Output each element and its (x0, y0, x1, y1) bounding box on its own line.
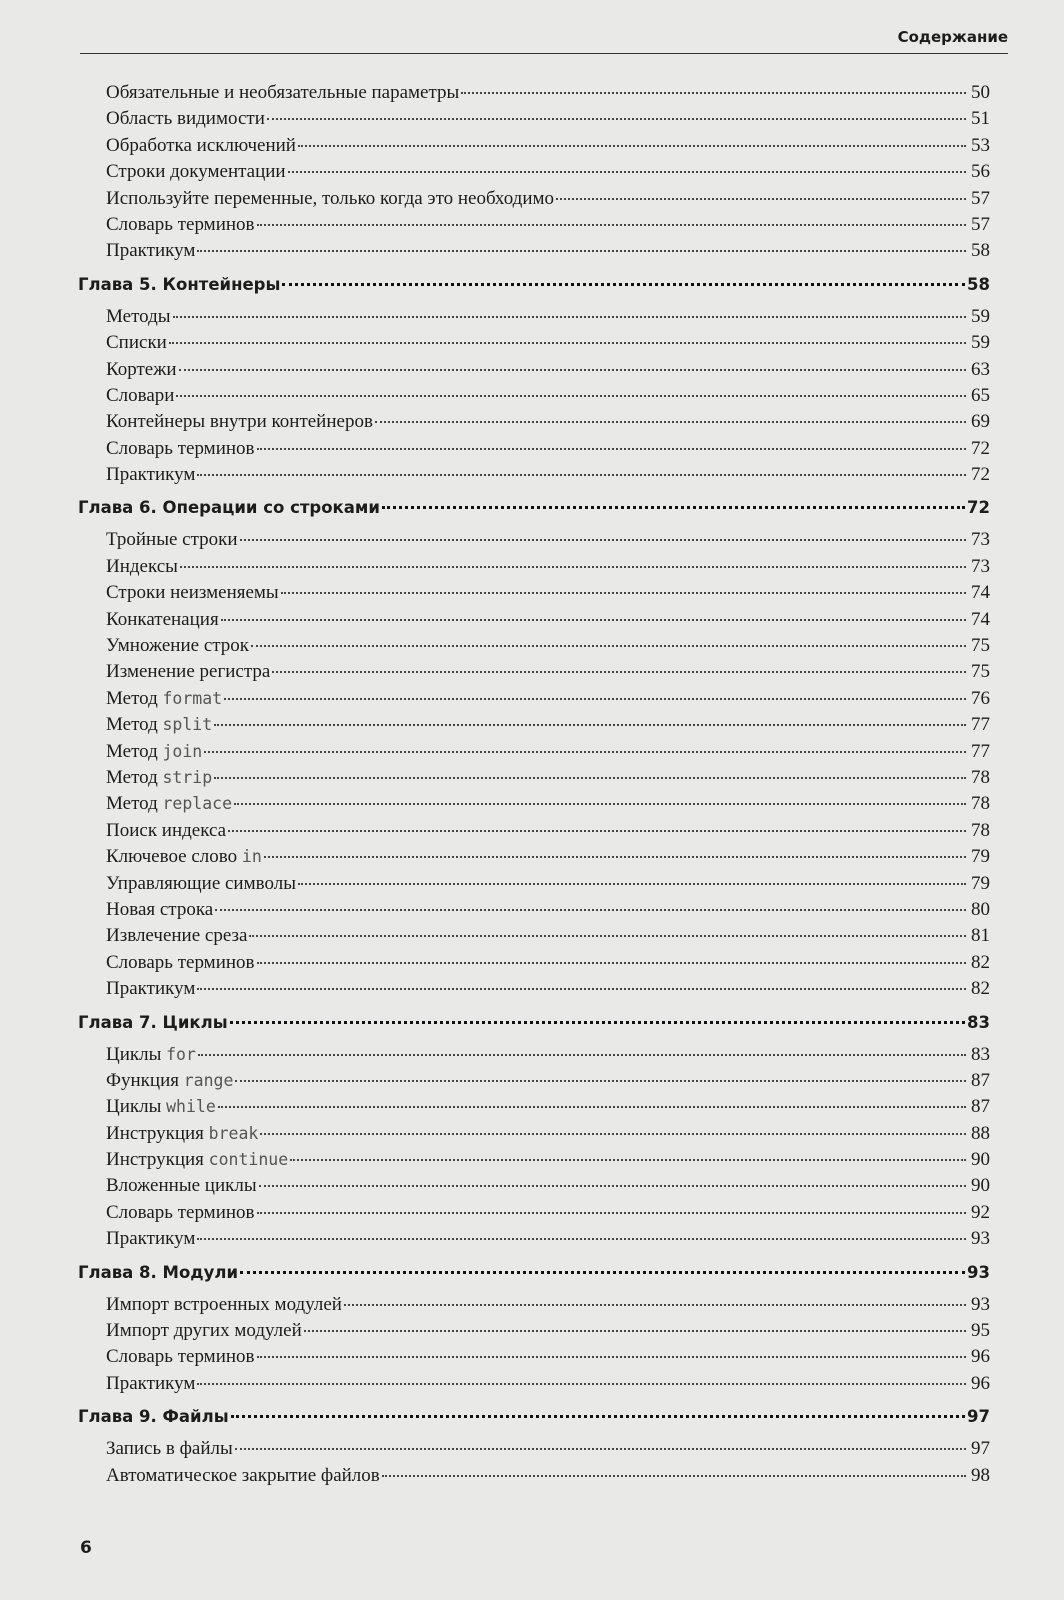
dot-leader (179, 369, 966, 371)
toc-section-entry (78, 383, 990, 409)
toc-entry-title (106, 607, 219, 633)
toc-section-entry (78, 212, 990, 238)
toc-entry-page-number: 83 (967, 1012, 990, 1032)
toc-entry-page-number: 93 (971, 1293, 990, 1315)
dot-leader (197, 474, 966, 476)
toc-entry-title (106, 330, 167, 356)
toc-entry-title-text: Строки документации (106, 161, 286, 183)
toc-section-entry (78, 659, 990, 685)
toc-entry-page-number: 82 (971, 978, 990, 1000)
toc-entry-title-text: Глава 5. Контейнеры (78, 274, 281, 294)
toc-entry-title (106, 106, 265, 132)
dot-leader (197, 1238, 966, 1240)
toc-entry-title (106, 1463, 380, 1489)
dot-leader (251, 645, 966, 647)
dot-leader (180, 566, 966, 568)
toc-entry-page-number: 57 (971, 213, 990, 235)
toc-entry-title-text: Обработка исключений (106, 134, 296, 156)
dot-leader (198, 1054, 966, 1056)
dot-leader (214, 777, 966, 779)
toc-entry-page-number: 72 (971, 437, 990, 459)
toc-entry-title (106, 633, 249, 659)
toc-entry-title (106, 897, 213, 923)
toc-section-entry (78, 791, 990, 817)
toc-entry-page-number: 59 (971, 305, 990, 327)
toc-entry-title-text: Метод (106, 687, 158, 709)
toc-entry-title (106, 580, 279, 606)
dot-leader (169, 342, 966, 344)
dot-leader (228, 830, 966, 832)
toc-entry-title-text: Словарь терминов (106, 437, 255, 459)
toc-entry-title (106, 1226, 195, 1252)
toc-section-entry (78, 712, 990, 738)
dot-leader (288, 171, 966, 173)
dot-leader (204, 751, 966, 753)
dot-leader (215, 909, 966, 911)
toc-entry-page-number: 53 (971, 134, 990, 156)
toc-entry-title (106, 1042, 196, 1068)
toc-section-entry (78, 1147, 990, 1173)
toc-entry-title-text: Практикум (106, 240, 196, 262)
toc-entry-title-text: Метод (106, 766, 158, 788)
toc-entry-code-term: continue (208, 1150, 289, 1170)
toc-entry-title (106, 923, 247, 949)
toc-entry-code-term: split (162, 715, 213, 735)
toc-entry-page-number: 88 (971, 1122, 990, 1144)
dot-leader (197, 250, 966, 252)
toc-section-entry (78, 186, 990, 212)
toc-entry-title-text: Автоматическое закрытие файлов (106, 1464, 380, 1486)
toc-section-entry (78, 1200, 990, 1226)
toc-entry-title-text: Методы (106, 305, 171, 327)
toc-section-entry (78, 871, 990, 897)
dot-leader (461, 92, 966, 94)
toc-entry-page-number: 72 (967, 498, 990, 518)
dot-leader (176, 395, 966, 397)
toc-entry-title-text: Обязательные и необязательные параметры (106, 82, 460, 103)
toc-section-entry (78, 133, 990, 159)
running-header-title: Содержание (897, 28, 1008, 46)
dot-leader (344, 1304, 966, 1306)
toc-entry-code-term: for (166, 1044, 196, 1064)
dot-leader (224, 698, 966, 700)
toc-entry-title (106, 791, 232, 817)
toc-section-entry (78, 409, 990, 435)
toc-section-entry (78, 1463, 990, 1489)
toc-entry-title-text: Область видимости (106, 108, 265, 130)
dot-leader (173, 316, 966, 318)
toc-entry-title-text: Глава 8. Модули (78, 1262, 239, 1282)
dot-leader (298, 145, 966, 147)
toc-section-entry (78, 304, 990, 330)
toc-entry-title-text: Метод (106, 793, 158, 815)
toc-entry-title-text: Вложенные циклы (106, 1175, 257, 1197)
dot-leader (234, 803, 966, 805)
toc-section-entry (78, 80, 990, 106)
toc-entry-code-term: in (241, 847, 262, 867)
toc-section-entry (78, 1068, 990, 1094)
toc-chapter-entry (78, 1400, 990, 1434)
toc-entry-page-number: 77 (971, 740, 990, 762)
toc-section-entry (78, 950, 990, 976)
running-header (80, 28, 1008, 54)
toc-entry-title (106, 1200, 255, 1226)
toc-entry-page-number: 96 (971, 1372, 990, 1394)
toc-entry-title (106, 950, 255, 976)
dot-leader (235, 1448, 966, 1450)
toc-entry-page-number: 75 (971, 661, 990, 683)
toc-entry-title-text: Практикум (106, 978, 196, 1000)
toc-chapter-entry (78, 491, 990, 525)
toc-entry-page-number: 78 (971, 793, 990, 815)
toc-entry-page-number: 78 (971, 766, 990, 788)
toc-entry-title (106, 409, 373, 435)
toc-entry-page-number: 73 (971, 529, 990, 551)
toc-entry-title (106, 871, 296, 897)
dot-leader (281, 592, 966, 594)
toc-section-entry (78, 923, 990, 949)
toc-section-entry (78, 527, 990, 553)
toc-entry-title (78, 1256, 238, 1290)
toc-entry-title (106, 1344, 255, 1370)
toc-section-entry (78, 818, 990, 844)
toc-entry-title-text: Циклы (106, 1096, 162, 1118)
toc-section-entry (78, 580, 990, 606)
toc-entry-page-number: 92 (971, 1201, 990, 1223)
dot-leader (257, 224, 966, 226)
toc-entry-page-number: 90 (971, 1175, 990, 1197)
toc-entry-title (78, 491, 380, 525)
toc-entry-code-term: break (208, 1123, 259, 1143)
toc-entry-title-text: Словарь терминов (106, 213, 255, 235)
toc-section-entry (78, 1318, 990, 1344)
dot-leader (235, 1080, 966, 1082)
toc-entry-page-number: 58 (971, 240, 990, 262)
toc-section-entry (78, 686, 990, 712)
toc-entry-title (106, 304, 171, 330)
toc-entry-title-text: Запись в файлы (106, 1438, 233, 1460)
toc-section-entry (78, 1121, 990, 1147)
toc-section-entry (78, 1371, 990, 1397)
toc-entry-title-text: Циклы (106, 1043, 162, 1065)
toc-entry-title-text: Импорт встроенных модулей (106, 1293, 342, 1315)
toc-entry-title-text: Словари (106, 384, 175, 406)
toc-entry-title-text: Глава 6. Операции со строками (78, 498, 380, 518)
dot-leader (197, 988, 966, 990)
toc-entry-page-number: 50 (971, 82, 990, 103)
toc-entry-page-number: 56 (971, 161, 990, 183)
toc-entry-title (106, 1068, 233, 1094)
toc-chapter-entry (78, 1006, 990, 1040)
toc-entry-page-number: 74 (971, 582, 990, 604)
toc-entry-title (106, 1121, 258, 1147)
dot-leader (304, 1330, 966, 1332)
toc-entry-title-text: Списки (106, 332, 167, 354)
toc-entry-title (106, 976, 195, 1002)
toc-entry-title-text: Индексы (106, 555, 178, 577)
toc-entry-title-text: Ключевое слово (106, 846, 238, 868)
toc-section-entry (78, 1042, 990, 1068)
toc-entry-title (106, 844, 262, 870)
dot-leader (257, 1212, 966, 1214)
toc-entry-title (106, 1173, 257, 1199)
toc-entry-code-term: strip (162, 767, 213, 787)
dot-leader (218, 1106, 966, 1108)
dot-leader (298, 883, 966, 885)
toc-entry-title (106, 686, 222, 712)
toc-entry-page-number: 58 (967, 274, 990, 294)
toc-entry-page-number: 78 (971, 819, 990, 841)
toc-entry-page-number: 87 (971, 1069, 990, 1091)
toc-entry-title-text: Словарь терминов (106, 1346, 255, 1368)
dot-leader (257, 1356, 966, 1358)
toc-entry-code-term: join (162, 741, 203, 761)
toc-entry-page-number: 97 (971, 1438, 990, 1460)
toc-entry-title (78, 268, 280, 302)
toc-entry-page-number: 87 (971, 1096, 990, 1118)
toc-entry-page-number: 77 (971, 714, 990, 736)
toc-section-entry (78, 462, 990, 488)
dot-leader (382, 506, 965, 509)
toc-entry-title (106, 133, 296, 159)
toc-entry-title (106, 1292, 342, 1318)
toc-entry-page-number: 82 (971, 951, 990, 973)
toc-entry-page-number: 96 (971, 1346, 990, 1368)
toc-entry-page-number: 93 (971, 1228, 990, 1250)
dot-leader (272, 671, 966, 673)
dot-leader (214, 724, 966, 726)
toc-section-entry (78, 1344, 990, 1370)
toc-section-entry (78, 106, 990, 132)
toc-entry-title-text: Конкатенация (106, 608, 219, 630)
toc-entry-title (106, 383, 174, 409)
toc-section-entry (78, 1226, 990, 1252)
dot-leader (259, 1185, 966, 1187)
toc-entry-page-number: 97 (967, 1407, 990, 1427)
toc-entry-title-text: Глава 9. Файлы (78, 1407, 229, 1427)
toc-entry-title (106, 1147, 288, 1173)
toc-entry-title-text: Умножение строк (106, 635, 250, 657)
toc-section-entry (78, 1436, 990, 1462)
dot-leader (230, 1021, 965, 1024)
toc-entry-title (106, 554, 178, 580)
toc-entry-title-text: Функция (106, 1069, 179, 1091)
toc-section-entry (78, 1173, 990, 1199)
toc-section-entry (78, 1094, 990, 1120)
toc-section-entry (78, 238, 990, 264)
toc-entry-page-number: 83 (971, 1043, 990, 1065)
toc-entry-title-text: Словарь терминов (106, 1201, 255, 1223)
toc-entry-page-number: 98 (971, 1464, 990, 1486)
toc-section-entry (78, 607, 990, 633)
toc-entry-title (106, 659, 270, 685)
toc-section-entry (78, 554, 990, 580)
toc-section-entry (78, 739, 990, 765)
toc-entry-title-text: Инструкция (106, 1122, 204, 1144)
toc-entry-title (106, 186, 554, 212)
toc-entry-code-term: while (166, 1097, 216, 1117)
toc-entry-page-number: 95 (971, 1320, 990, 1342)
dot-leader (240, 539, 966, 541)
dot-leader (260, 1133, 966, 1135)
dot-leader (375, 421, 966, 423)
toc-chapter-entry (78, 268, 990, 302)
header-rule (80, 53, 1008, 54)
toc-chapter-entry (78, 1256, 990, 1290)
toc-entry-title-text: Изменение регистра (106, 661, 271, 683)
toc-entry-page-number: 72 (971, 464, 990, 486)
toc-entry-title-text: Извлечение среза (106, 925, 248, 947)
toc-entry-page-number: 65 (971, 384, 990, 406)
toc-entry-title (106, 527, 238, 553)
toc-entry-code-term: range (183, 1070, 234, 1090)
toc-entry-title-text: Инструкция (106, 1149, 204, 1171)
dot-leader (249, 935, 966, 937)
toc-section-entry (78, 357, 990, 383)
toc-entry-title (106, 818, 226, 844)
toc-entry-title-text: Словарь терминов (106, 951, 255, 973)
dot-leader (382, 1475, 966, 1477)
toc-section-entry (78, 1292, 990, 1318)
dot-leader (282, 283, 965, 286)
toc-entry-title (106, 765, 212, 791)
toc-entry-title (106, 238, 195, 264)
toc-entry-title (106, 462, 195, 488)
toc-entry-title (106, 712, 212, 738)
toc-entry-page-number: 51 (971, 108, 990, 130)
dot-leader (197, 1383, 966, 1385)
toc-section-entry (78, 897, 990, 923)
toc-entry-title (106, 357, 177, 383)
toc-entry-title (106, 1094, 216, 1120)
toc-entry-title-text: Поиск индекса (106, 819, 227, 841)
toc-section-entry (78, 844, 990, 870)
toc-entry-title-text: Метод (106, 740, 158, 762)
dot-leader (556, 198, 966, 200)
toc-entry-page-number: 76 (971, 687, 990, 709)
table-of-contents (78, 80, 990, 1489)
toc-entry-page-number: 69 (971, 411, 990, 433)
toc-entry-page-number: 73 (971, 555, 990, 577)
toc-entry-page-number: 63 (971, 358, 990, 380)
dot-leader (257, 962, 966, 964)
toc-entry-title-text: Импорт других модулей (106, 1320, 302, 1342)
toc-entry-title (106, 436, 255, 462)
dot-leader (221, 619, 966, 621)
toc-entry-page-number: 59 (971, 332, 990, 354)
toc-entry-page-number: 57 (971, 187, 990, 209)
toc-entry-title (106, 159, 286, 185)
toc-entry-title-text: Управляющие символы (106, 872, 296, 894)
toc-entry-page-number: 90 (971, 1149, 990, 1171)
toc-entry-page-number: 80 (971, 898, 990, 920)
toc-entry-title (78, 1006, 228, 1040)
dot-leader (290, 1159, 966, 1161)
toc-entry-code-term: format (162, 688, 223, 708)
toc-entry-title-text: Кортежи (106, 358, 177, 380)
toc-entry-title-text: Тройные строки (106, 529, 238, 551)
dot-leader (257, 448, 966, 450)
toc-entry-page-number: 75 (971, 635, 990, 657)
toc-entry-title (106, 212, 255, 238)
toc-entry-title-text: Новая строка (106, 898, 214, 920)
toc-entry-title-text: Практикум (106, 464, 196, 486)
toc-entry-title-text: Метод (106, 714, 158, 736)
toc-entry-title (106, 1318, 302, 1344)
toc-entry-page-number: 81 (971, 925, 990, 947)
toc-entry-title-text: Практикум (106, 1372, 196, 1394)
toc-entry-title (106, 739, 202, 765)
dot-leader (267, 118, 966, 120)
toc-entry-page-number: 79 (971, 846, 990, 868)
toc-entry-title-text: Глава 7. Циклы (78, 1012, 228, 1032)
dot-leader (240, 1271, 965, 1274)
toc-entry-title-text: Используйте переменные, только когда это необходимо (106, 187, 555, 209)
toc-entry-title (106, 1371, 195, 1397)
toc-entry-code-term: replace (162, 794, 233, 814)
toc-section-entry (78, 765, 990, 791)
toc-entry-title (78, 1400, 229, 1434)
toc-entry-page-number: 93 (967, 1262, 990, 1282)
toc-section-entry (78, 976, 990, 1002)
toc-section-entry (78, 159, 990, 185)
toc-entry-title-text: Практикум (106, 1228, 196, 1250)
dot-leader (231, 1415, 965, 1418)
toc-entry-title (106, 1436, 233, 1462)
page-number: 6 (80, 1538, 92, 1558)
dot-leader (264, 856, 966, 858)
toc-entry-title-text: Строки неизменяемы (106, 582, 279, 604)
toc-section-entry (78, 633, 990, 659)
toc-section-entry (78, 436, 990, 462)
toc-entry-title-text: Контейнеры внутри контейнеров (106, 411, 373, 433)
toc-entry-page-number: 79 (971, 872, 990, 894)
toc-entry-title (106, 80, 459, 106)
toc-entry-page-number: 74 (971, 608, 990, 630)
toc-section-entry (78, 330, 990, 356)
